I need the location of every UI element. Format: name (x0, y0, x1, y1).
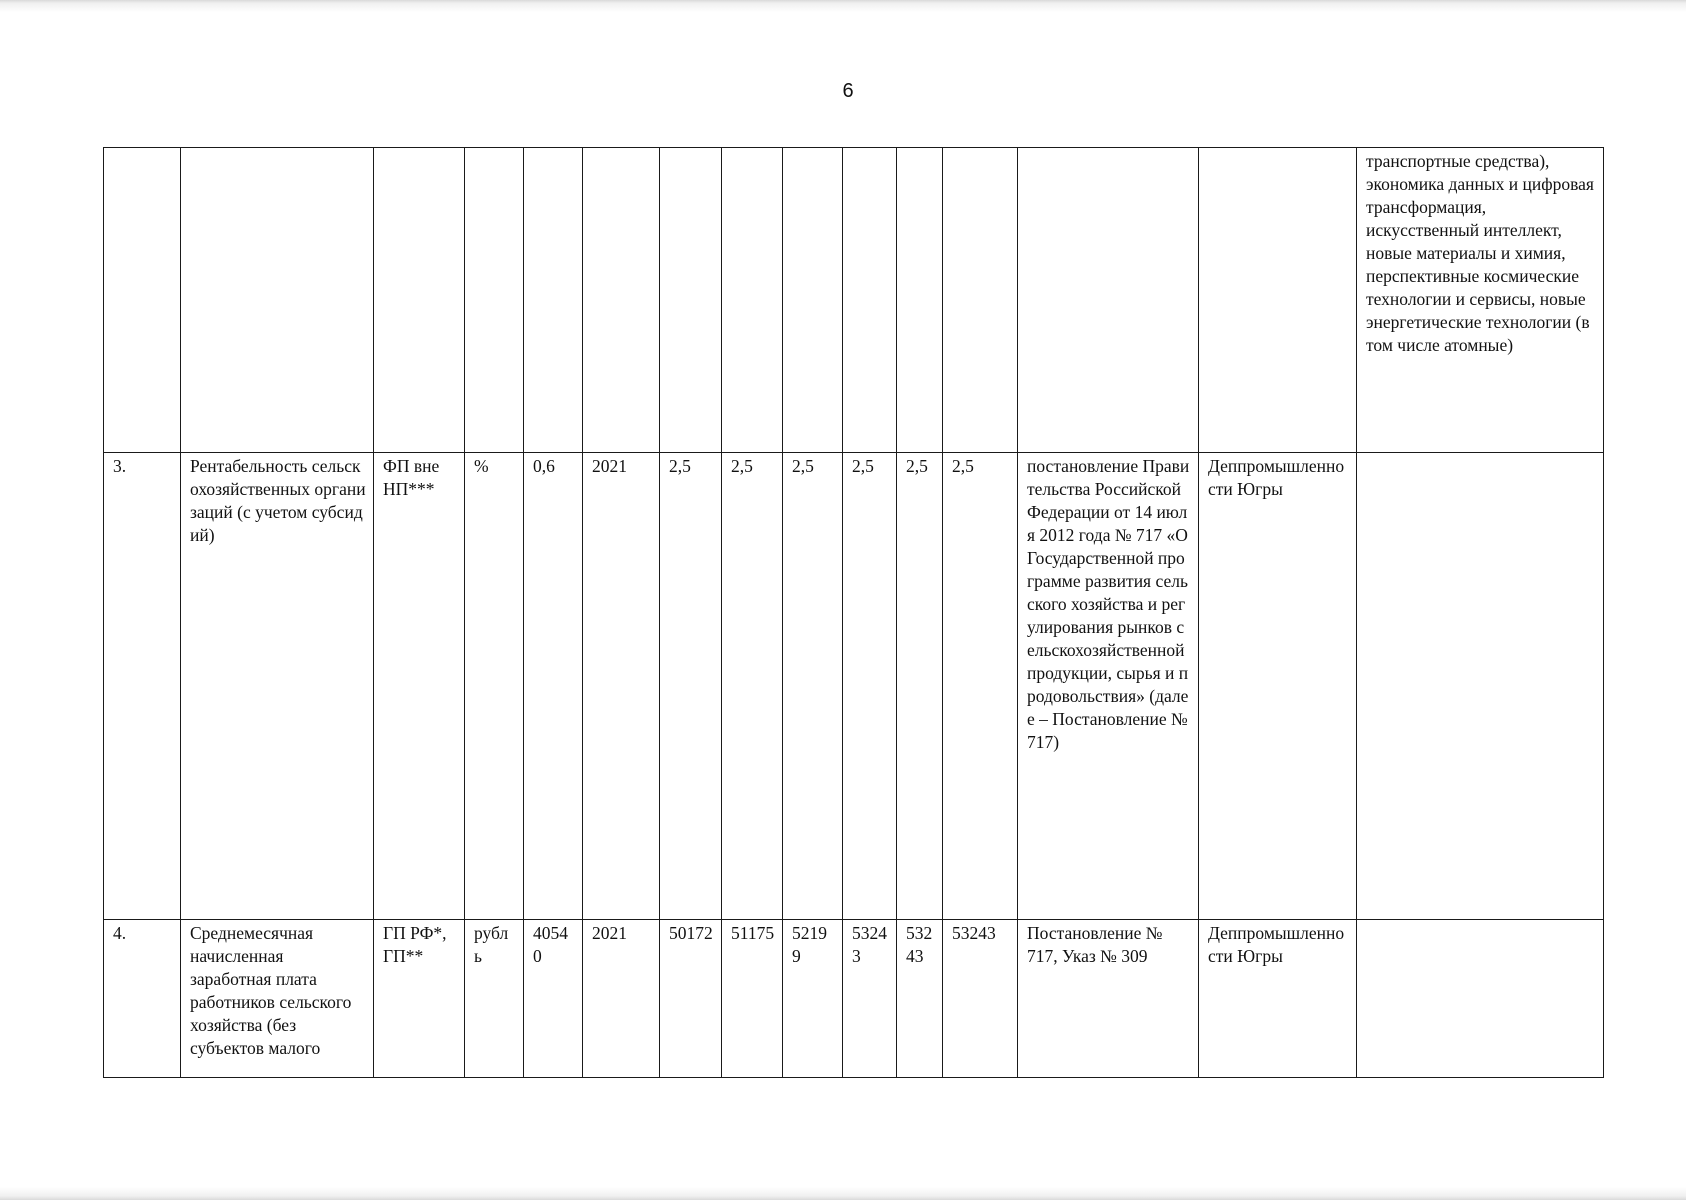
cell-unit (465, 148, 524, 453)
cell-note: транспортные средства), экономика данных и цифровая трансформация, искусственный интеллект, новые материалы и химия, перспективные космические технологии и сервисы, новые энергетические технологии (в том числе атомные) (1357, 148, 1604, 453)
cell-v4: 2,5 (843, 453, 897, 920)
scan-edge-bottom (0, 1186, 1686, 1200)
cell-v5 (897, 148, 943, 453)
cell-v6 (943, 148, 1018, 453)
page-number: 6 (842, 80, 854, 102)
cell-v1: 2,5 (660, 453, 722, 920)
cell-v5: 2,5 (897, 453, 943, 920)
table-row-continued (104, 148, 1604, 453)
cell-v6: 2,5 (943, 453, 1018, 920)
cell-v4: 53243 (843, 920, 897, 1078)
cell-v2 (722, 148, 783, 453)
cell-responsible: Деппромышленности Югры (1199, 920, 1357, 1078)
cell-note (1357, 920, 1604, 1078)
cell-v5: 53243 (897, 920, 943, 1078)
cell-base-year: 2021 (583, 453, 660, 920)
cell-num: 4. (104, 920, 181, 1078)
cell-base-year (583, 148, 660, 453)
cell-note (1357, 453, 1604, 920)
cell-v1 (660, 148, 722, 453)
table-row (104, 453, 1604, 920)
cell-document (1018, 148, 1199, 453)
cell-num: 3. (104, 453, 181, 920)
cell-v1: 50172 (660, 920, 722, 1078)
cell-base-value: 0,6 (524, 453, 583, 920)
scan-edge-top (0, 0, 1686, 14)
cell-v3: 2,5 (783, 453, 843, 920)
table-row (104, 920, 1604, 1078)
cell-v6: 53243 (943, 920, 1018, 1078)
cell-v4 (843, 148, 897, 453)
cell-v2: 51175 (722, 920, 783, 1078)
indicators-table (103, 147, 1604, 1078)
cell-level (374, 148, 465, 453)
cell-base-value (524, 148, 583, 453)
cell-responsible (1199, 148, 1357, 453)
cell-base-value: 40540 (524, 920, 583, 1078)
cell-num (104, 148, 181, 453)
cell-level: ФП вне НП*** (374, 453, 465, 920)
cell-document: постановление Правительства Российской Федерации от 14 июля 2012 года № 717 «О Государственной программе развития сельского хозяйства и регулирования рынков сельскохозяйственной продукции, сырья и продовольствия» (далее – Постановление № 717) (1018, 453, 1199, 920)
cell-name (181, 148, 374, 453)
cell-unit: рубль (465, 920, 524, 1078)
cell-v3 (783, 148, 843, 453)
cell-base-year: 2021 (583, 920, 660, 1078)
cell-name: Среднемесячная начисленная заработная плата работников сельского хозяйства (без субъектов малого (181, 920, 374, 1078)
cell-level: ГП РФ*, ГП** (374, 920, 465, 1078)
cell-unit: % (465, 453, 524, 920)
cell-responsible: Деппромышленности Югры (1199, 453, 1357, 920)
cell-document: Постановление № 717, Указ № 309 (1018, 920, 1199, 1078)
cell-v2: 2,5 (722, 453, 783, 920)
cell-name: Рентабельность сельскохозяйственных организаций (с учетом субсидий) (181, 453, 374, 920)
cell-v3: 52199 (783, 920, 843, 1078)
